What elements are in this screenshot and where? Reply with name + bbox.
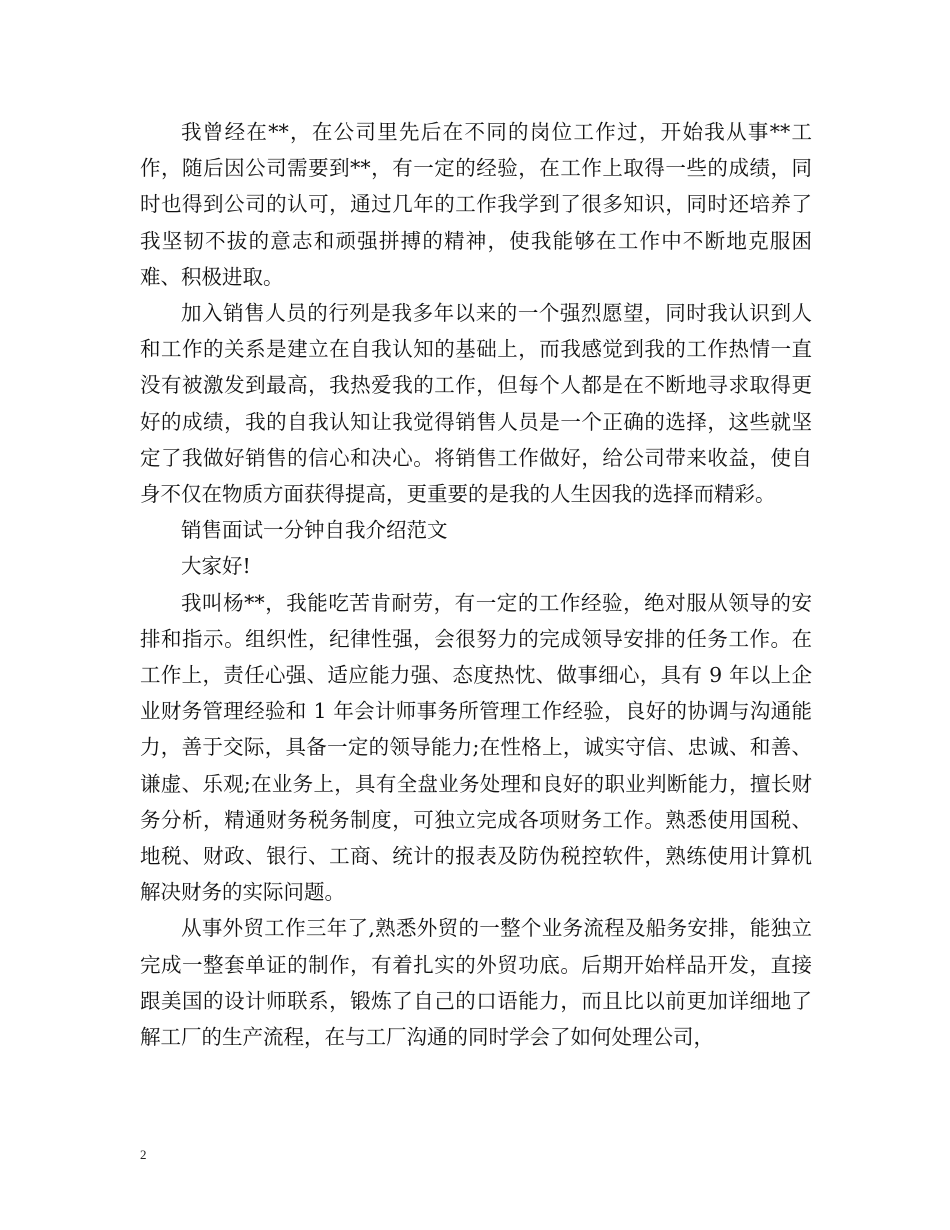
paragraph-self-introduction: 我叫杨**，我能吃苦肯耐劳，有一定的工作经验，绝对服从领导的安排和指示。组织性，纪律性强，会很努力的完成领导安排的任务工作。在工作上，责任心强、适应能力强、态度热忱、做事细心，具有 9 年以上企业财务管理经验和 1 年会计师事务所管理工作经验，良好的协调与沟通能力，善于交际，具备一定的领导能力;在性格上，诚实守信、忠诚、和善、谦虚、乐观;在业务上，具有全盘业务处理和良好的职业判断能力，擅长财务分析，精通财务税务制度，可独立完成各项财务工作。熟悉使用国税、地税、财政、银行、工商、统计的报表及防伪税控软件，熟练使用计算机解决财务的实际问题。 — [140, 590, 812, 905]
paragraph-sales-motivation: 加入销售人员的行列是我多年以来的一个强烈愿望，同时我认识到人和工作的关系是建立在自我认知的基础上，而我感觉到我的工作热情一直没有被激发到最高，我热爱我的工作，但每个人都是在不断地寻求取得更好的成绩，我的自我认知让我觉得销售人员是一个正确的选择，这些就坚定了我做好销售的信心和决心。将销售工作做好，给公司带来收益，使自身不仅在物质方面获得提高，更重要的是我的人生因我的选择而精彩。 — [140, 301, 812, 507]
greeting: 大家好! — [181, 554, 251, 579]
page-number: 2 — [140, 1147, 147, 1162]
section-heading: 销售面试一分钟自我介绍范文 — [181, 518, 448, 543]
document-body — [140, 114, 812, 1055]
paragraph-work-history: 我曾经在**，在公司里先后在不同的岗位工作过，开始我从事**工作，随后因公司需要到**，有一定的经验，在工作上取得一些的成绩，同时也得到公司的认可，通过几年的工作我学到了很多知识，同时还培养了我坚韧不拔的意志和顽强拼搏的精神，使我能够在工作中不断地克服困难、积极进取。 — [140, 120, 812, 289]
paragraph-trade-experience: 从事外贸工作三年了,熟悉外贸的一整个业务流程及船务安排，能独立完成一整套单证的制作，有着扎实的外贸功底。后期开始样品开发，直接跟美国的设计师联系，锻炼了自己的口语能力，而且比以前更加详细地了解工厂的生产流程，在与工厂沟通的同时学会了如何处理公司， — [140, 916, 812, 1050]
